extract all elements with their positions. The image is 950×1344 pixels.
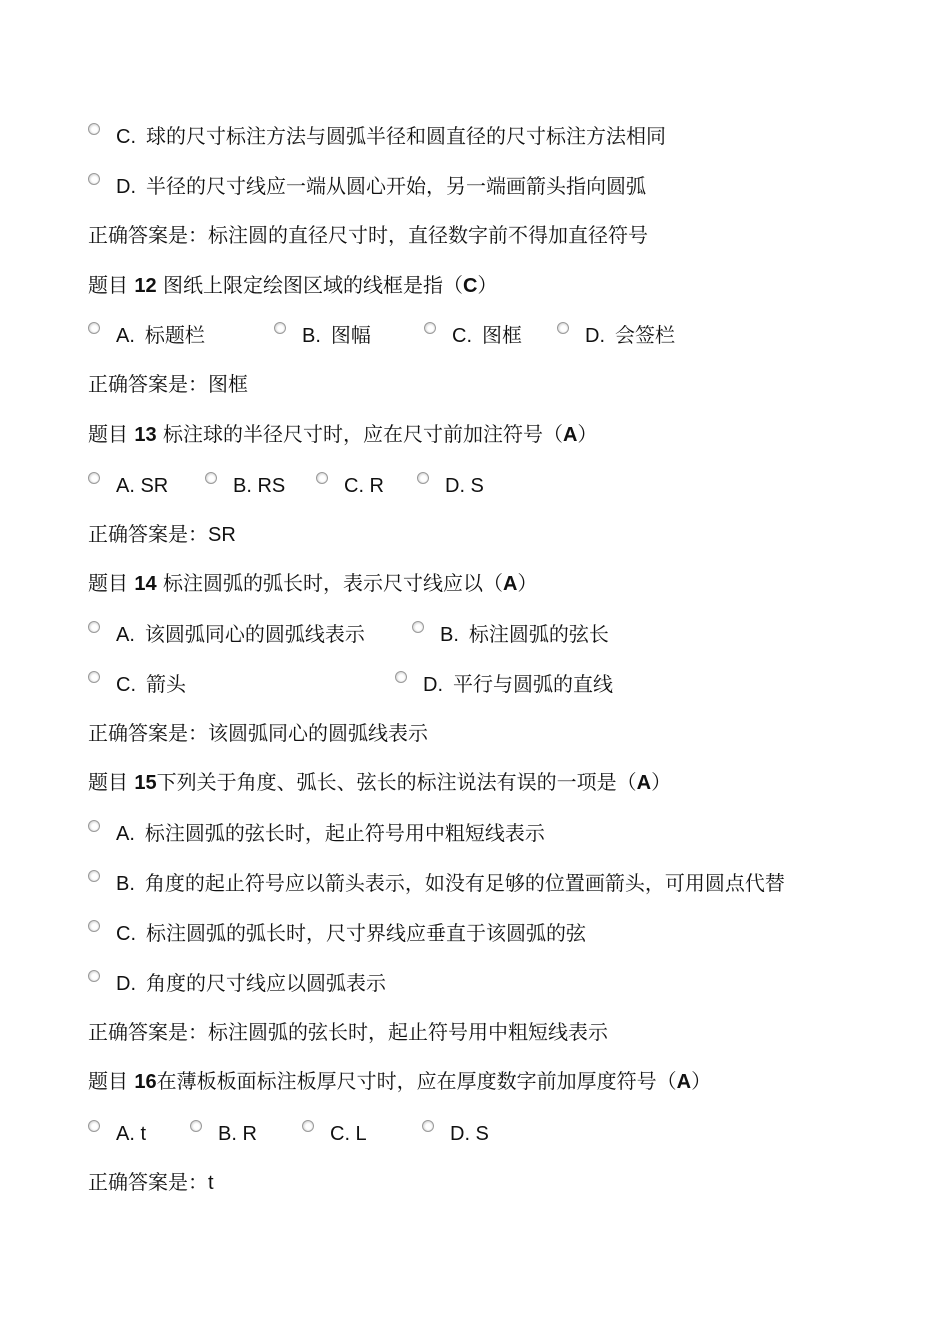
radio-icon[interactable]	[274, 322, 286, 334]
radio-icon[interactable]	[88, 322, 100, 334]
question-key: C	[462, 275, 478, 297]
answer-label: 正确答案是：	[88, 1020, 208, 1044]
option-label: B. R	[218, 1123, 257, 1145]
q11-option-c[interactable]	[88, 119, 666, 153]
option-letter: C.	[116, 923, 136, 945]
option-label: A. t	[116, 1123, 147, 1145]
option-text: 标注圆弧的弦长	[468, 622, 609, 646]
q13-option-d[interactable]	[417, 468, 494, 502]
radio-icon[interactable]	[88, 820, 100, 832]
question-stem: 在薄板板面标注板厚尺寸时，应在厚度数字前加厚度符号（	[156, 1069, 677, 1093]
option-label: C. R	[344, 475, 384, 497]
q12-title	[88, 268, 497, 302]
q16-title	[88, 1064, 711, 1098]
q16-answer	[88, 1165, 214, 1199]
option-label: B. RS	[233, 475, 286, 497]
answer-label: 正确答案是：	[88, 1170, 208, 1194]
radio-icon[interactable]	[88, 970, 100, 982]
q14-option-b[interactable]	[412, 617, 609, 651]
q15-option-b[interactable]	[88, 866, 785, 900]
radio-icon[interactable]	[190, 1120, 202, 1132]
option-letter: B.	[440, 624, 459, 646]
q12-option-d[interactable]	[557, 318, 675, 352]
answer-label: 正确答案是：	[88, 522, 208, 546]
q16-option-c[interactable]	[302, 1116, 377, 1150]
option-letter: D.	[116, 176, 136, 198]
answer-label: 正确答案是：	[88, 223, 208, 247]
question-stem: 标注圆弧的弧长时，表示尺寸线应以（	[162, 571, 503, 595]
question-stem: 图纸上限定绘图区域的线框是指（	[162, 273, 463, 297]
option-letter: A.	[116, 823, 135, 845]
q13-title	[88, 417, 597, 451]
q15-title	[88, 765, 671, 799]
option-letter: B.	[116, 873, 135, 895]
answer-text: 标注圆弧的弦长时，起止符号用中粗短线表示	[208, 1020, 608, 1044]
option-text: 角度的起止符号应以箭头表示，如没有足够的位置画箭头，可用圆点代替	[144, 871, 785, 895]
radio-icon[interactable]	[302, 1120, 314, 1132]
q13-option-b[interactable]	[205, 468, 295, 502]
question-stem: 标注球的半径尺寸时，应在尺寸前加注符号（	[162, 422, 563, 446]
question-prefix: 题目	[88, 571, 128, 595]
question-number: 13	[134, 424, 157, 446]
question-number: 12	[134, 275, 157, 297]
option-text: 标题栏	[144, 323, 205, 347]
radio-icon[interactable]	[395, 671, 407, 683]
q14-option-a[interactable]	[88, 617, 365, 651]
q13-answer	[88, 517, 236, 551]
option-letter: D.	[423, 674, 443, 696]
radio-icon[interactable]	[88, 1120, 100, 1132]
radio-icon[interactable]	[88, 123, 100, 135]
question-key: A	[676, 1071, 692, 1093]
option-text: 标注圆弧的弧长时，尺寸界线应垂直于该圆弧的弦	[146, 921, 586, 945]
option-letter: D.	[585, 325, 605, 347]
answer-text: 图框	[208, 372, 248, 396]
radio-icon[interactable]	[88, 173, 100, 185]
option-letter: A.	[116, 325, 135, 347]
option-letter: C.	[116, 126, 136, 148]
radio-icon[interactable]	[205, 472, 217, 484]
question-close: ）	[651, 770, 672, 794]
option-label: D. S	[445, 475, 484, 497]
answer-text: t	[208, 1172, 214, 1194]
q11-answer	[88, 218, 648, 252]
q11-option-d[interactable]	[88, 169, 646, 203]
q16-option-a[interactable]	[88, 1116, 156, 1150]
question-number: 16	[134, 1071, 157, 1093]
option-text: 标注圆弧的弦长时，起止符号用中粗短线表示	[144, 821, 545, 845]
radio-icon[interactable]	[557, 322, 569, 334]
option-label: A. SR	[116, 475, 169, 497]
question-key: A	[636, 772, 652, 794]
question-close: ）	[691, 1069, 712, 1093]
radio-icon[interactable]	[88, 472, 100, 484]
answer-text: 该圆弧同心的圆弧线表示	[208, 721, 428, 745]
option-text: 图幅	[330, 323, 371, 347]
question-prefix: 题目	[88, 273, 128, 297]
q14-option-d[interactable]	[395, 667, 613, 701]
option-letter: D.	[116, 973, 136, 995]
radio-icon[interactable]	[422, 1120, 434, 1132]
radio-icon[interactable]	[417, 472, 429, 484]
q12-option-c[interactable]	[424, 318, 522, 352]
q16-option-d[interactable]	[422, 1116, 499, 1150]
radio-icon[interactable]	[88, 671, 100, 683]
option-label: C. L	[330, 1123, 367, 1145]
question-prefix: 题目	[88, 770, 128, 794]
option-text: 该圆弧同心的圆弧线表示	[144, 622, 365, 646]
radio-icon[interactable]	[424, 322, 436, 334]
radio-icon[interactable]	[412, 621, 424, 633]
q12-option-b[interactable]	[274, 318, 371, 352]
option-letter: C.	[116, 674, 136, 696]
option-letter: A.	[116, 624, 135, 646]
answer-label: 正确答案是：	[88, 372, 208, 396]
question-close: ）	[577, 422, 598, 446]
q15-option-c[interactable]	[88, 916, 586, 950]
question-key: A	[562, 424, 578, 446]
option-text: 平行与圆弧的直线	[453, 672, 613, 696]
q13-option-a[interactable]	[88, 468, 178, 502]
q15-answer	[88, 1015, 608, 1049]
question-key: A	[502, 573, 518, 595]
question-prefix: 题目	[88, 422, 128, 446]
option-label: D. S	[450, 1123, 489, 1145]
option-text: 角度的尺寸线应以圆弧表示	[146, 971, 386, 995]
answer-text: 标注圆的直径尺寸时，直径数字前不得加直径符号	[208, 223, 648, 247]
answer-text: SR	[208, 524, 236, 546]
q14-option-c[interactable]	[88, 667, 186, 701]
q13-option-c[interactable]	[316, 468, 394, 502]
q15-option-d[interactable]	[88, 966, 386, 1000]
option-text: 图框	[482, 323, 522, 347]
option-text: 箭头	[146, 672, 186, 696]
option-letter: B.	[302, 325, 321, 347]
question-stem: 下列关于角度、弧长、弦长的标注说法有误的一项是（	[156, 770, 637, 794]
radio-icon[interactable]	[88, 870, 100, 882]
question-number: 14	[134, 573, 157, 595]
answer-label: 正确答案是：	[88, 721, 208, 745]
option-text: 半径的尺寸线应一端从圆心开始，另一端画箭头指向圆弧	[146, 174, 646, 198]
q15-option-a[interactable]	[88, 816, 545, 850]
q14-title	[88, 566, 537, 600]
q14-answer	[88, 716, 428, 750]
question-number: 15	[134, 772, 157, 794]
q16-option-b[interactable]	[190, 1116, 267, 1150]
question-prefix: 题目	[88, 1069, 128, 1093]
q12-option-a[interactable]	[88, 318, 205, 352]
option-text: 球的尺寸标注方法与圆弧半径和圆直径的尺寸标注方法相同	[146, 124, 666, 148]
q12-answer	[88, 367, 248, 401]
question-close: ）	[477, 273, 498, 297]
radio-icon[interactable]	[88, 621, 100, 633]
question-close: ）	[517, 571, 538, 595]
radio-icon[interactable]	[88, 920, 100, 932]
option-text: 会签栏	[615, 323, 675, 347]
option-letter: C.	[452, 325, 472, 347]
radio-icon[interactable]	[316, 472, 328, 484]
